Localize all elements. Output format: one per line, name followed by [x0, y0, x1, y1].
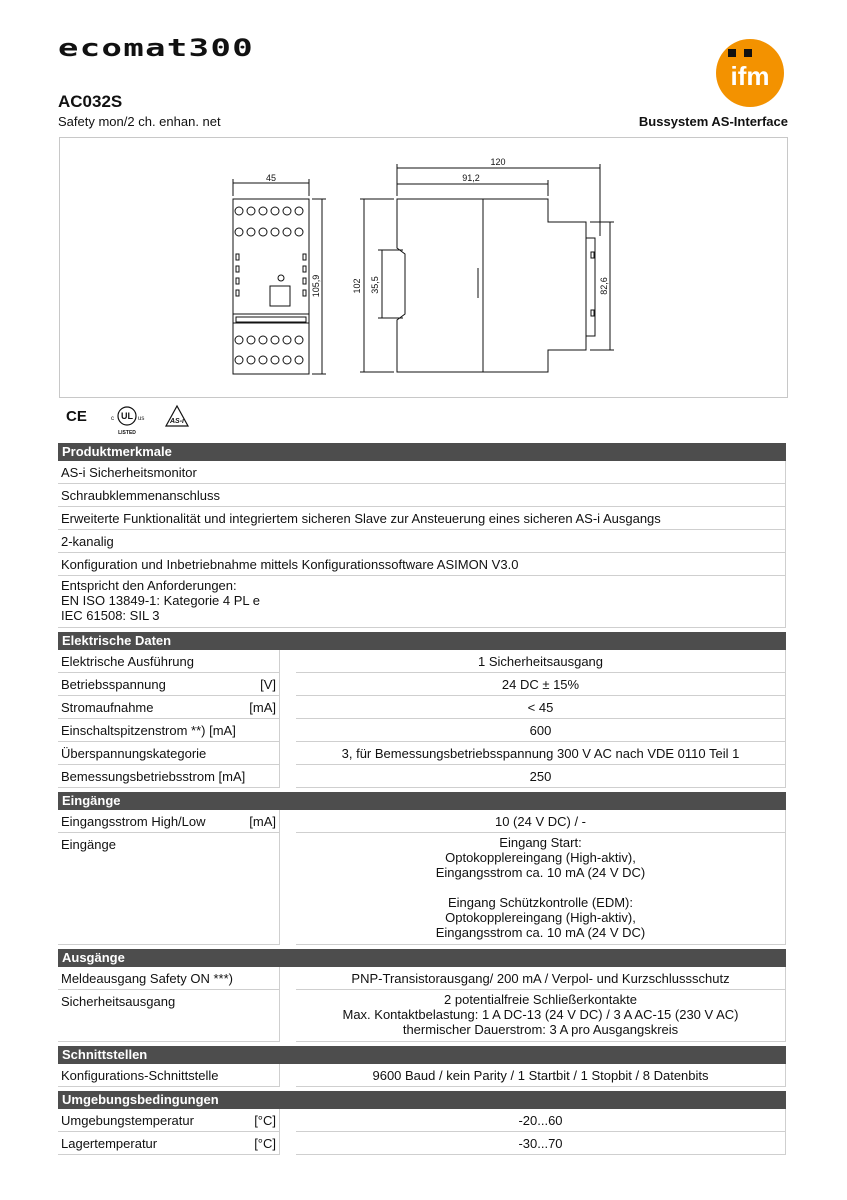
row-value: 2 potentialfreie Schließerkontakte Max. Kontaktbelastung: 1 A DC-13 (24 V DC) / 3 A AC-15 (230 V AC) thermischer Dauerstrom: 3 A pro Ausgangskreis	[296, 990, 786, 1042]
dim-front-height: 105,9	[311, 274, 321, 298]
table-row	[58, 742, 786, 765]
feature-row: AS-i Sicherheitsmonitor	[58, 461, 786, 484]
svg-text:LISTED: LISTED	[118, 430, 136, 436]
row-label: Sicherheitsausgang	[61, 994, 176, 1009]
row-value: 10 (24 V DC) / -	[296, 810, 786, 833]
table-row	[58, 990, 786, 1042]
dim-body-depth: 91,2	[462, 173, 480, 183]
row-label: Konfigurations-Schnittstelle	[61, 1068, 219, 1083]
svg-text:UL: UL	[121, 411, 133, 421]
terminal-row-top-2	[235, 228, 303, 236]
table-row	[58, 967, 786, 990]
row-value: 600	[296, 719, 786, 742]
row-unit: [mA]	[249, 700, 276, 715]
terminal-row-top-1	[235, 207, 303, 215]
row-label: Meldeausgang Safety ON ***)	[61, 971, 233, 986]
row-value: 3, für Bemessungsbetriebsspannung 300 V AC nach VDE 0110 Teil 1	[296, 742, 786, 765]
feature-row: Erweiterte Funktionalität und integriertem sicheren Slave zur Ansteuerung eines sicheren AS-i Ausgangs	[58, 507, 786, 530]
asi-mark-icon	[166, 406, 188, 426]
dim-rear-height: 82,6	[599, 277, 609, 295]
section-header-interfaces: Schnittstellen	[58, 1046, 786, 1064]
row-label: Eingänge	[61, 837, 116, 852]
feature-row: Konfiguration und Inbetriebnahme mittels Konfigurationssoftware ASIMON V3.0	[58, 553, 786, 576]
row-value: < 45	[296, 696, 786, 719]
terminal-row-bottom-2	[235, 356, 303, 364]
row-label: Eingangsstrom High/Low	[61, 814, 206, 829]
product-code: AC032S	[58, 92, 123, 111]
dimension-drawing	[59, 137, 788, 398]
dim-side-height: 102	[352, 278, 362, 294]
row-label: Bemessungsbetriebsstrom [mA]	[61, 769, 246, 784]
row-value: 9600 Baud / kein Parity / 1 Startbit / 1 Stopbit / 8 Datenbits	[296, 1064, 786, 1087]
row-unit: [°C]	[254, 1113, 276, 1128]
feature-row: 2-kanalig	[58, 530, 786, 553]
feature-row-requirements: Entspricht den Anforderungen: EN ISO 13849-1: Kategorie 4 PL e IEC 61508: SIL 3	[58, 576, 786, 628]
section-header-environment: Umgebungsbedingungen	[58, 1091, 786, 1109]
svg-text:c: c	[111, 416, 114, 422]
terminal-row-bottom-1	[235, 336, 303, 344]
svg-text:us: us	[138, 416, 145, 422]
ifm-logo	[714, 37, 786, 114]
feature-row: Schraubklemmenanschluss	[58, 484, 786, 507]
ul-listed-mark-icon	[111, 407, 144, 436]
brand-wordmark: ecomat300	[58, 38, 254, 60]
dim-rail: 35,5	[370, 276, 380, 294]
section-header-features: Produktmerkmale	[58, 443, 786, 461]
row-value: -20...60	[296, 1109, 786, 1132]
row-unit: [V]	[260, 677, 276, 692]
spec-sheet	[58, 443, 786, 1155]
row-label: Umgebungstemperatur	[61, 1113, 194, 1128]
logo-square-2	[744, 49, 752, 57]
table-row	[58, 833, 786, 945]
row-value: 250	[296, 765, 786, 788]
certification-marks	[66, 404, 196, 443]
logo-square-1	[728, 49, 736, 57]
table-row	[58, 650, 786, 673]
logo-text: ifm	[730, 61, 770, 91]
product-subtitle: Safety mon/2 ch. enhan. net	[58, 114, 221, 129]
ecomat300-logo	[58, 38, 258, 65]
svg-text:AS-i: AS-i	[170, 418, 184, 425]
table-row	[58, 1064, 786, 1087]
row-value: -30...70	[296, 1132, 786, 1155]
section-header-inputs: Eingänge	[58, 792, 786, 810]
row-label: Stromaufnahme	[61, 700, 154, 715]
table-row	[58, 765, 786, 788]
row-label: Elektrische Ausführung	[61, 654, 194, 669]
row-unit: [°C]	[254, 1136, 276, 1151]
row-value: PNP-Transistorausgang/ 200 mA / Verpol- und Kurzschlussschutz	[296, 967, 786, 990]
table-row	[58, 719, 786, 742]
section-header-outputs: Ausgänge	[58, 949, 786, 967]
table-row	[58, 673, 786, 696]
row-value: 24 DC ± 15%	[296, 673, 786, 696]
dim-front-width: 45	[265, 173, 277, 183]
table-row	[58, 696, 786, 719]
row-unit: [mA]	[249, 814, 276, 829]
table-row	[58, 810, 786, 833]
row-label: Einschaltspitzenstrom **) [mA]	[61, 723, 236, 738]
bus-system: Bussystem AS-Interface	[638, 114, 788, 129]
table-row	[58, 1109, 786, 1132]
row-value: 1 Sicherheitsausgang	[296, 650, 786, 673]
table-row	[58, 1132, 786, 1155]
row-label: Lagertemperatur	[61, 1136, 158, 1151]
section-header-electrical: Elektrische Daten	[58, 632, 786, 650]
ce-mark-icon: CE	[66, 408, 87, 425]
row-value: Eingang Start: Optokopplereingang (High-aktiv), Eingangsstrom ca. 10 mA (24 V DC) Eingang Schützkontrolle (EDM): Optokopplereingang (High-aktiv), Eingangsstrom ca. 10 mA (24 V DC)	[296, 833, 786, 945]
row-label: Betriebsspannung	[61, 677, 166, 692]
row-label: Überspannungskategorie	[61, 746, 207, 761]
dim-total-depth: 120	[490, 157, 506, 167]
side-view	[360, 164, 614, 372]
